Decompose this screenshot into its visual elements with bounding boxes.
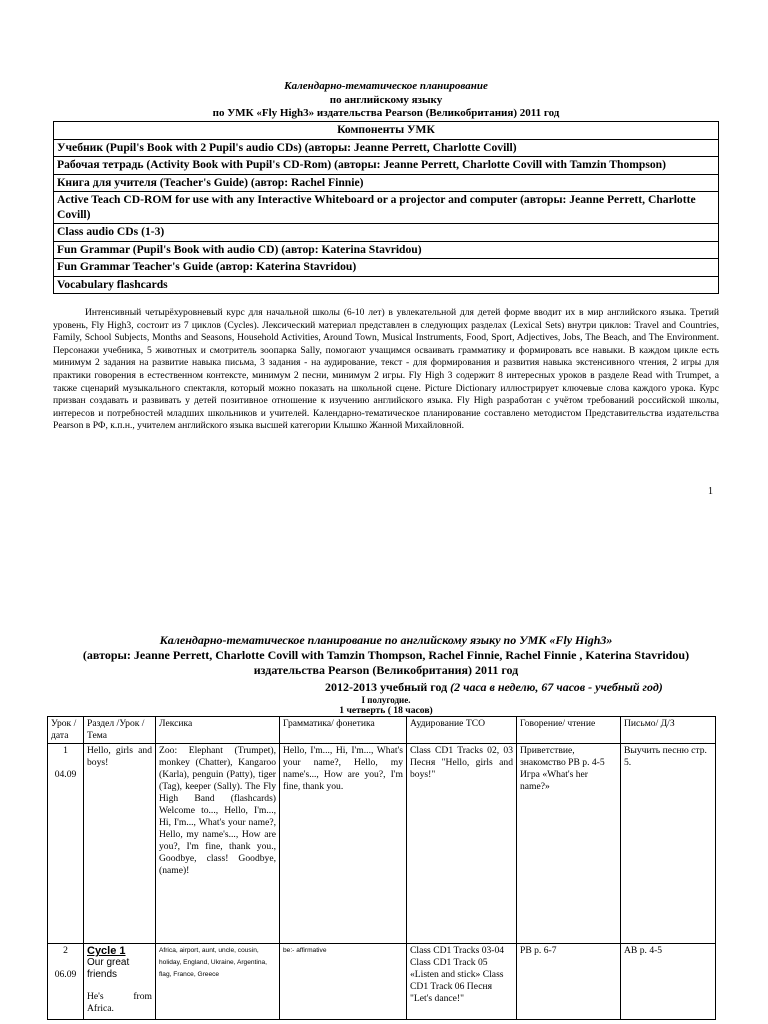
lesson-topic-cell (84, 944, 156, 1020)
lesson-audio: Class CD1 Tracks 02, 03 Песня "Hello, girls and boys!" (407, 744, 517, 944)
quarter-label: 1 четверть ( 18 часов) (339, 705, 433, 716)
lesson-date: 04.09 (54, 769, 77, 780)
component-row: Рабочая тетрадь (Activity Book with Pupil's CD-Rom) (авторы: Jeanne Perrett, Charlotte Covill with Tamzin Thompson) (54, 157, 719, 175)
lesson-grammar: be:- affirmative (280, 944, 407, 1020)
column-header: Урок / дата (48, 717, 84, 744)
lesson-number: 1 (63, 745, 68, 756)
title-line-2: по английскому языку (329, 93, 443, 106)
components-header: Компоненты УМК (54, 122, 719, 140)
document-page-2 (0, 560, 768, 1024)
page2-title-line-3: издательства Pearson (Великобритания) 2011 год (253, 663, 519, 677)
half-year-label: I полугодие. (361, 695, 411, 705)
lesson-plan-table (47, 716, 716, 1020)
lesson-number: 2 (63, 945, 68, 956)
component-row: Vocabulary flashcards (54, 276, 719, 294)
column-header: Письмо/ Д/З (621, 717, 716, 744)
page2-title-line-1: Календарно-тематическое планирование по английскому языку по УМК «Fly High3» (159, 633, 613, 647)
column-header: Говорение/ чтение (517, 717, 621, 744)
lesson-writing: Выучить песню стр. 5. (621, 744, 716, 944)
lesson-topic: Hello, girls and boys! (84, 744, 156, 944)
page2-title-line-2: (авторы: Jeanne Perrett, Charlotte Covill with Tamzin Thompson, Rachel Finnie, Rachel Finnie , Katerina Stavridou) (82, 648, 690, 662)
course-description: Интенсивный четырёхуровневый курс для начальной школы (6-10 лет) в увлекательной для детей форме вводит их в мир английского языка. Третий уровень, Fly High3, состоит из 7 циклов (Cycles). Лексический материал представлен в следующих разделах (Lexical Sets) внутри циклов: Travel and Countries, Family, School Subjects, Months and Seasons, Household Activities, Around Town, Musical Instruments, Food, Sport, Adjectives, Jobs, The Beach, and The Environment. Персонажи учебника, 5 животных и смотритель зоопарка Sally, помогают учащимся осваивать грамматику и формировать все навыки. В каждом цикле есть минимум 2 задания на развитие навыка письма, 3 задания - на аудирование, текст - для формирования и развития навыка экстенсивного чтения, 2 игры для практики говорения в естественном контексте, минимум 2 песни, минимум 2 игры. Fly High 3 содержит 8 интересных уроков в разделе Read with Trumpet, а также сценарий музыкального спектакля, который можно показать на школьной сцене. Picture Dictionary иллюстрирует ключевые слова каждого урока. Курс призван создавать и развивать у детей позитивное отношение к изучению английского языка. Fly High разработан с учётом требований российской школы, интересов и потребностей младших школьников и учителей. Календарно-тематическое планирование составлено методистом Представительства издательства Pearson в РФ, к.п.н., учителем английского языка высшей категории Клышко Жанной Михайловной. (53, 307, 719, 432)
lesson-subtopic: He's from Africa. (87, 991, 152, 1014)
column-header: Грамматика/ фонетика (280, 717, 407, 744)
column-header: Лексика (156, 717, 280, 744)
component-row: Class audio CDs (1-3) (54, 224, 719, 242)
school-year-main: 2012-2013 учебный год (325, 680, 448, 694)
lesson-grammar: Hello, I'm..., Hi, I'm..., What's your name?, Hello, my name's..., How are you?, I'm fine, thank you. (280, 744, 407, 944)
column-header: Раздел /Урок /Тема (84, 717, 156, 744)
cycle-label: Cycle 1 (87, 945, 126, 957)
table-header-row (48, 717, 716, 744)
components-table (53, 121, 719, 294)
column-header: Аудирование ТСО (407, 717, 517, 744)
lesson-speaking: Приветствие, знакомство PB p. 4-5 Игра «What's her name?» (517, 744, 621, 944)
school-year-note: (2 часа в неделю, 67 часов - учебный год) (450, 680, 663, 694)
component-row: Fun Grammar (Pupil's Book with audio CD) (автор: Katerina Stavridou) (54, 241, 719, 259)
lesson-date: 06.09 (54, 969, 77, 980)
school-year (325, 680, 663, 695)
lesson-number-date (48, 744, 84, 944)
title-line-1: Календарно-тематическое планирование (284, 80, 488, 92)
lesson-vocabulary: Africa, airport, aunt, uncle, cousin, holiday, England, Ukraine, Argentina, flag, France, Greece (156, 944, 280, 1020)
page-number: 1 (708, 486, 713, 497)
lesson-topic: Our great friends (87, 957, 130, 980)
table-row (48, 744, 716, 944)
component-row: Fun Grammar Teacher's Guide (автор: Katerina Stavridou) (54, 259, 719, 277)
lesson-number-date (48, 944, 84, 1020)
page1-title (53, 80, 719, 121)
component-row: Active Teach CD-ROM for use with any Interactive Whiteboard or a projector and computer (авторы: Jeanne Perrett, Charlotte Covill) (54, 192, 719, 224)
lesson-writing: AB p. 4-5 (621, 944, 716, 1020)
table-row (48, 944, 716, 1020)
page2-title (53, 633, 719, 678)
title-line-3: по УМК «Fly High3» издательства Pearson (Великобритания) 2011 год (212, 107, 560, 119)
lesson-audio: Class CD1 Tracks 03-04 Class CD1 Track 05 «Listen and stick» Class CD1 Track 06 Песня "Let's dance!" (407, 944, 517, 1020)
lesson-speaking: PB p. 6-7 (517, 944, 621, 1020)
lesson-vocabulary: Zoo: Elephant (Trumpet), monkey (Chatter), Kangaroo (Karla), penguin (Patty), tiger (Tag), keeper (Sally). The Fly High Band (flashcards) Welcome to..., Hello, I'm..., Hi, I'm..., What's your name?, Hello, my name's..., How are you?, I'm fine, thank you., Goodbye, class! Goodbye, (name)! (156, 744, 280, 944)
component-row: Учебник (Pupil's Book with 2 Pupil's audio CDs) (авторы: Jeanne Perrett, Charlotte Covill) (54, 139, 719, 157)
component-row: Книга для учителя (Teacher's Guide) (автор: Rachel Finnie) (54, 174, 719, 192)
